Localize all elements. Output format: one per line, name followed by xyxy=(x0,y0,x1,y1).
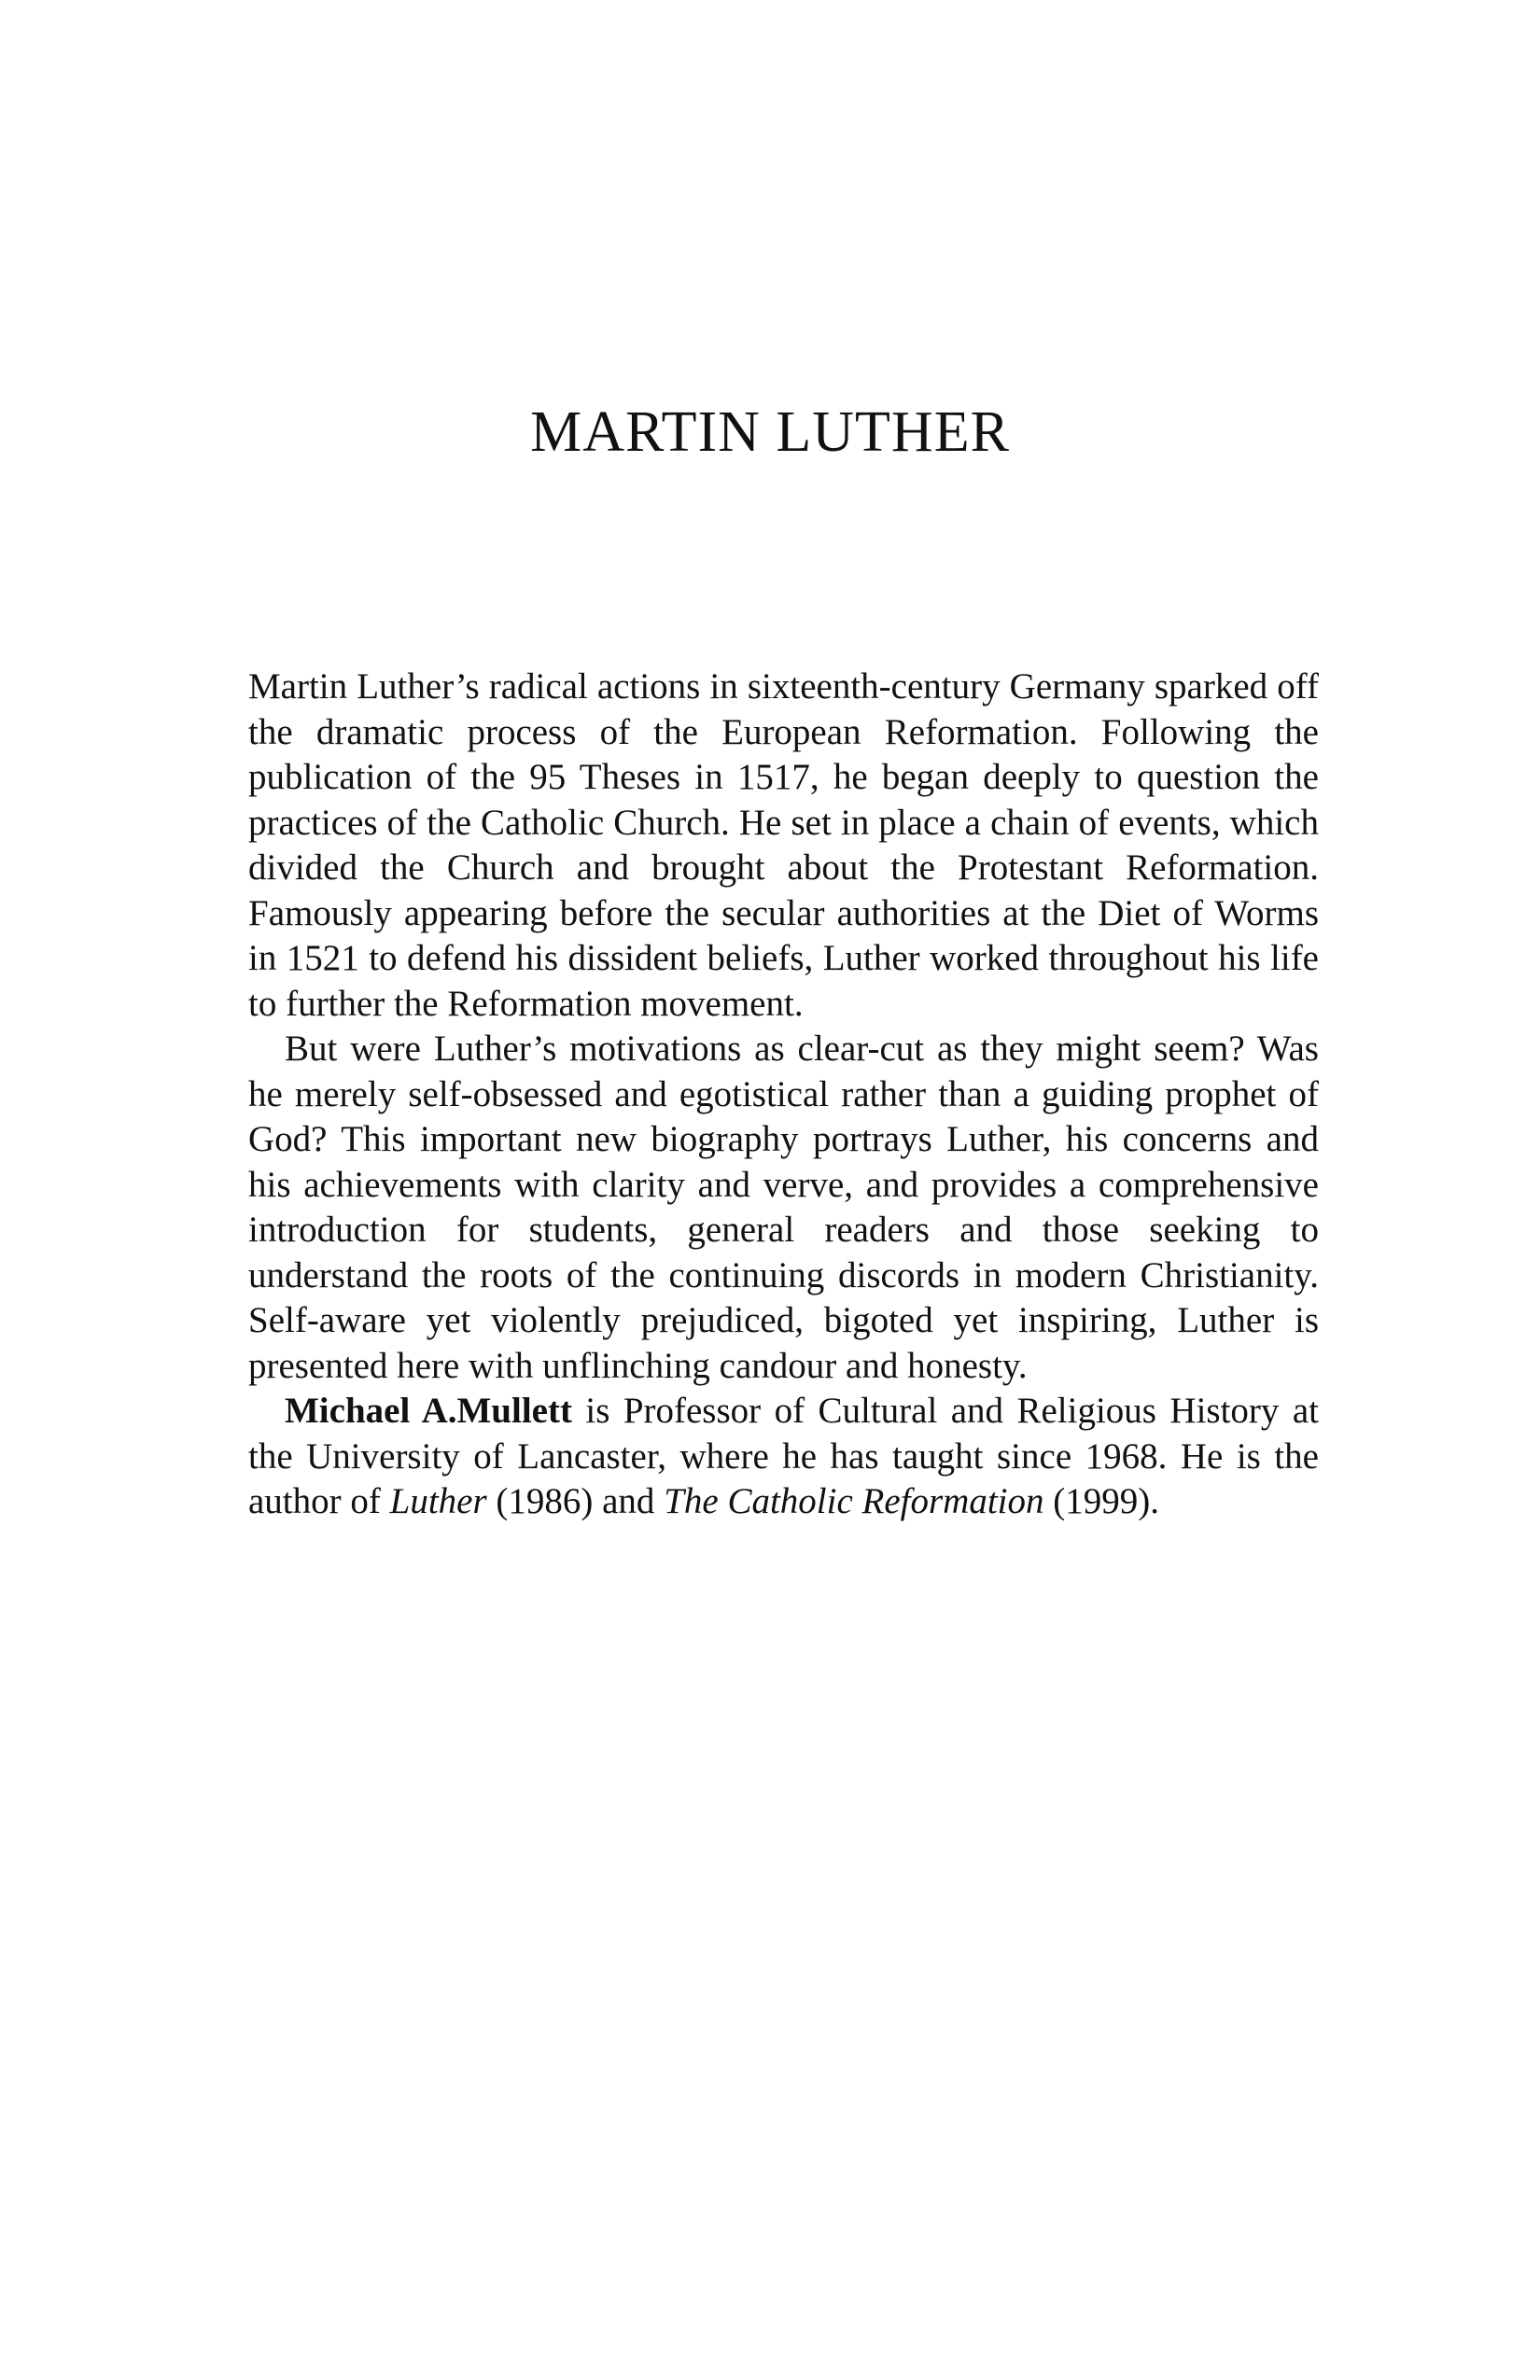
page-title: MARTIN LUTHER xyxy=(530,400,1010,464)
book-title-catholic-reformation: The Catholic Reformation xyxy=(664,1481,1044,1521)
book-year-1: (1986) and xyxy=(486,1481,665,1521)
blurb-body xyxy=(248,665,1319,1525)
author-name: Michael A.Mullett xyxy=(285,1391,572,1431)
book-title-luther: Luther xyxy=(389,1481,487,1521)
author-bio xyxy=(248,1389,1319,1525)
author-bio-text: is Professor of Cultural and Religious History at the University of Lancaster, where he has taught since 1968. He is the author of xyxy=(248,1391,1319,1521)
book-year-2: (1999). xyxy=(1043,1481,1159,1521)
blurb-paragraph-1: Martin Luther’s radical actions in sixteenth-century Germany sparked off the dramatic process of the European Reformation. Following the publication of the 95 Theses in 1517, he began deeply to question the practices of the Catholic Church. He set in place a chain of events, which divided the Church and brought about the Protestant Reformation. Famously appearing before the secular authorities at the Diet of Worms in 1521 to defend his dissident beliefs, Luther worked throughout his life to further the Reformation movement. xyxy=(248,666,1319,1024)
blurb-paragraph-2: But were Luther’s motivations as clear-cut as they might seem? Was he merely self-obsessed and egotistical rather than a guiding prophet of God? This important new biography portrays Luther, his concerns and his achievements with clarity and verve, and provides a comprehensive introduction for students, general readers and those seeking to understand the roots of the continuing discords in modern Christianity. Self-aware yet violently prejudiced, bigoted yet inspiring, Luther is presented here with unflinching candour and honesty. xyxy=(248,1029,1319,1386)
